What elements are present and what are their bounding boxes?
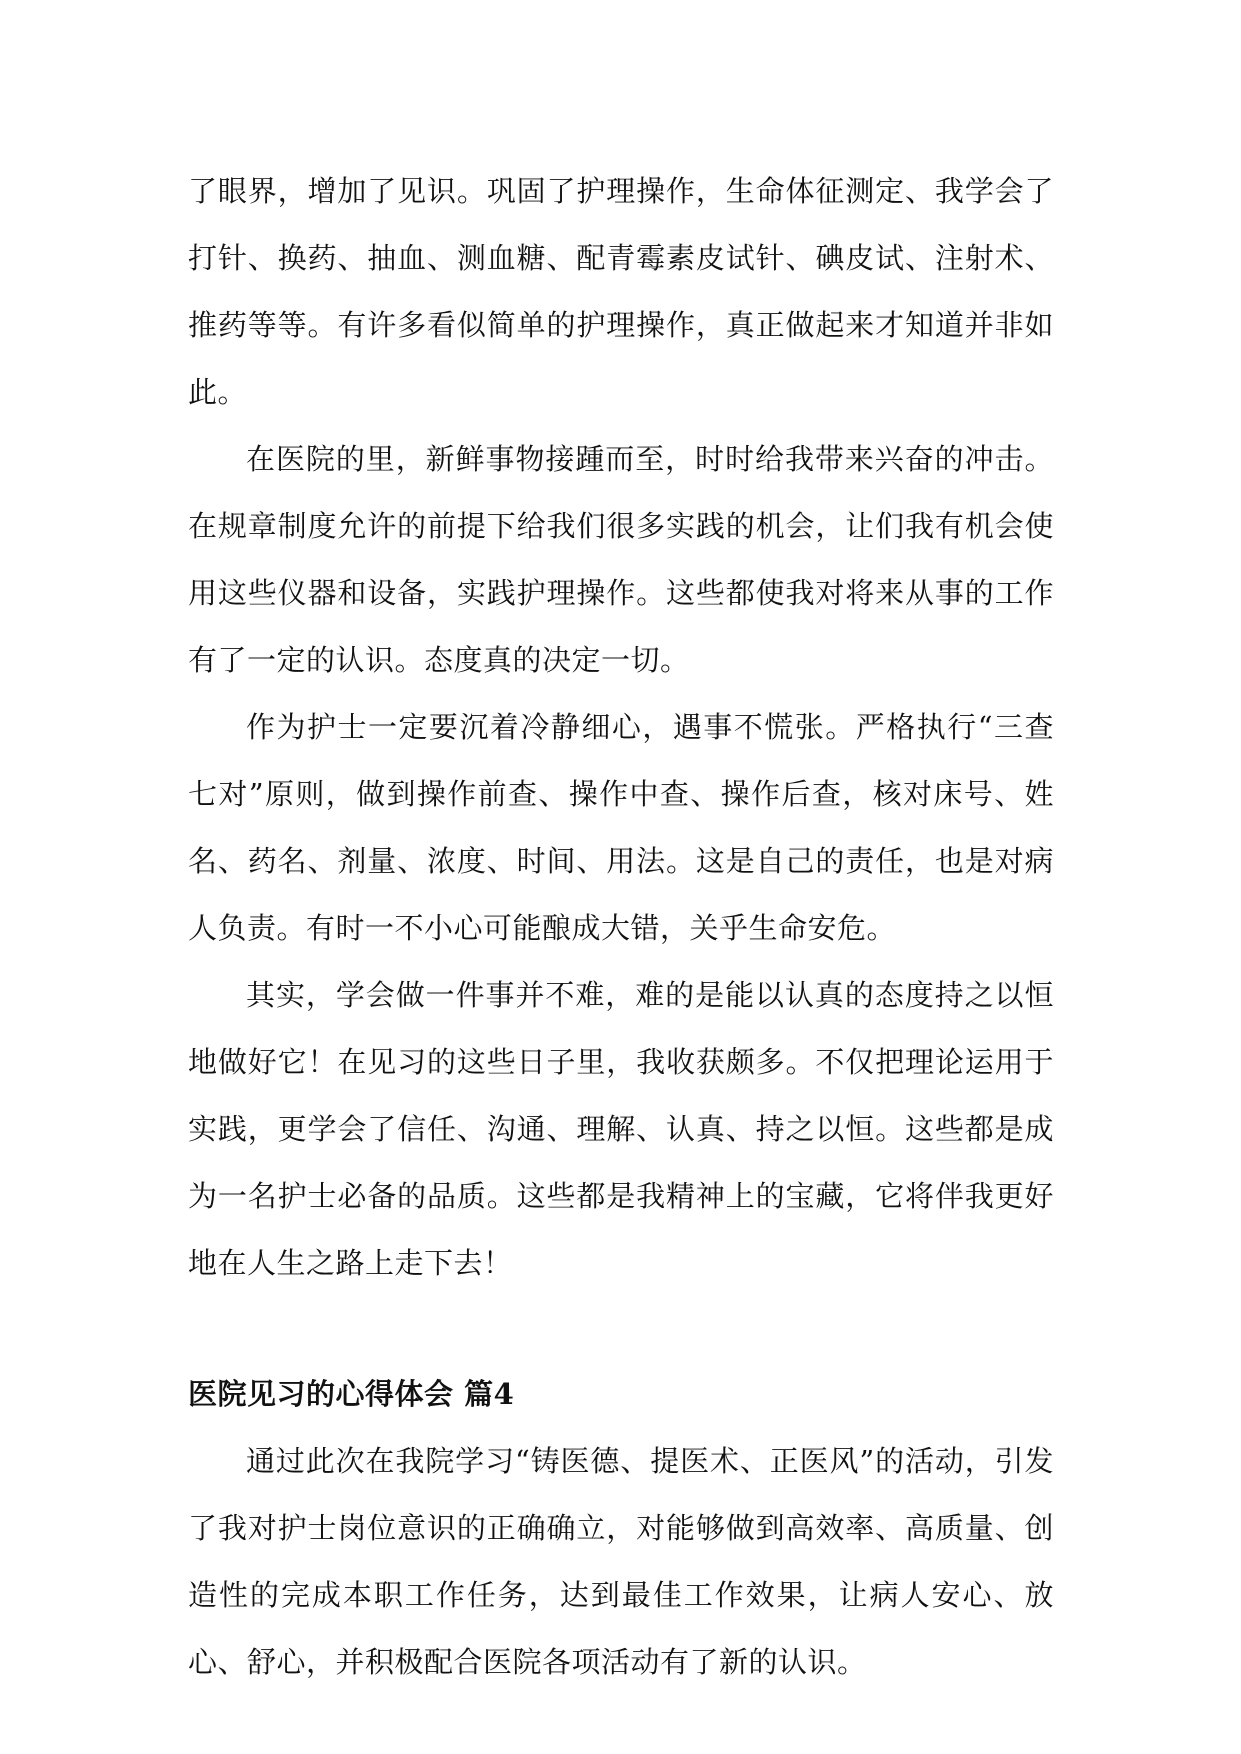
paragraph-4: 其实，学会做一件事并不难，难的是能以认真的态度持之以恒地做好它！在见习的这些日子里，我收获颇多。不仅把理论运用于实践，更学会了信任、沟通、理解、认真、持之以恒。这些都是成为一名护士必备的品质。这些都是我精神上的宝藏，它将伴我更好地在人生之路上走下去！ [188,978,1054,1280]
paragraph-3: 作为护士一定要沉着冷静细心，遇事不慌张。严格执行“三查七对”原则，做到操作前查、操作中查、操作后查，核对床号、姓名、药名、剂量、浓度、时间、用法。这是自己的责任，也是对病人负责。有时一不小心可能酿成大错，关乎生命安危。 [188,710,1054,945]
paragraph-2: 在医院的里，新鲜事物接踵而至，时时给我带来兴奋的冲击。在规章制度允许的前提下给我们很多实践的机会，让们我有机会使用这些仪器和设备，实践护理操作。这些都使我对将来从事的工作有了一定的认识。态度真的决定一切。 [188,442,1054,677]
section-paragraph-1: 通过此次在我院学习“铸医德、提医术、正医风”的活动，引发了我对护士岗位意识的正确确立，对能够做到高效率、高质量、创造性的完成本职工作任务，达到最佳工作效果，让病人安心、放心、舒心，并积极配合医院各项活动有了新的认识。 [188,1444,1054,1679]
paragraph-1: 了眼界，增加了见识。巩固了护理操作，生命体征测定、我学会了打针、换药、抽血、测血糖、配青霉素皮试针、碘皮试、注射术、推药等等。有许多看似简单的护理操作，真正做起来才知道并非如此。 [188,174,1054,409]
section-heading: 医院见习的心得体会 篇4 [188,1377,515,1411]
document-body [188,158,1054,1696]
